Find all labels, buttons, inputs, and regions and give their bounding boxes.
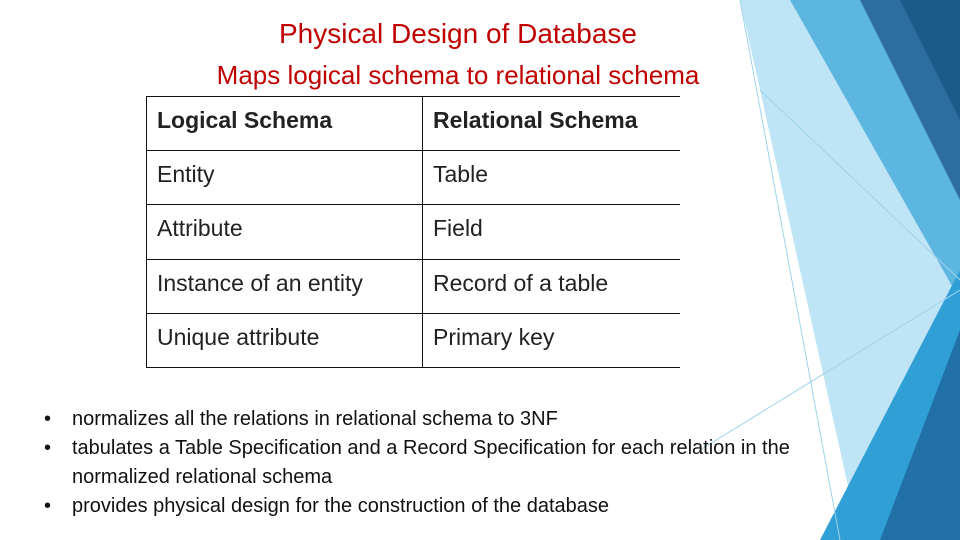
table-cell: Record of a table xyxy=(423,259,681,313)
mapping-table xyxy=(146,96,680,368)
table-cell: Primary key xyxy=(423,313,681,367)
table-cell: Field xyxy=(423,205,681,259)
table-cell: Table xyxy=(423,151,681,205)
table-header-row xyxy=(147,97,681,151)
list-item xyxy=(40,405,820,434)
table-row xyxy=(147,151,681,205)
bullet-icon: • xyxy=(44,495,52,517)
table-cell: Attribute xyxy=(147,205,423,259)
slide-title: Physical Design of Database xyxy=(279,18,637,49)
table-row xyxy=(147,259,681,313)
table-row xyxy=(147,205,681,259)
table-row xyxy=(147,313,681,367)
table-cell: Unique attribute xyxy=(147,313,423,367)
bullet-icon: • xyxy=(44,408,52,430)
slide-subtitle: Maps logical schema to relational schema xyxy=(216,60,700,90)
bullet-icon: • xyxy=(44,437,52,459)
table-header-cell: Relational Schema xyxy=(423,97,681,151)
bullet-text: tabulates a Table Specification and a Record Specification for each relation in the normalized relational schema xyxy=(72,437,790,488)
table-header-cell: Logical Schema xyxy=(147,97,423,151)
list-item xyxy=(40,434,820,492)
table-cell: Instance of an entity xyxy=(147,259,423,313)
bullet-text: provides physical design for the construction of the database xyxy=(72,495,609,517)
mapping-table-image xyxy=(146,96,680,368)
table-cell: Entity xyxy=(147,151,423,205)
bullet-text: normalizes all the relations in relational schema to 3NF xyxy=(72,408,558,430)
list-item xyxy=(40,492,820,521)
bullet-list xyxy=(40,405,820,521)
